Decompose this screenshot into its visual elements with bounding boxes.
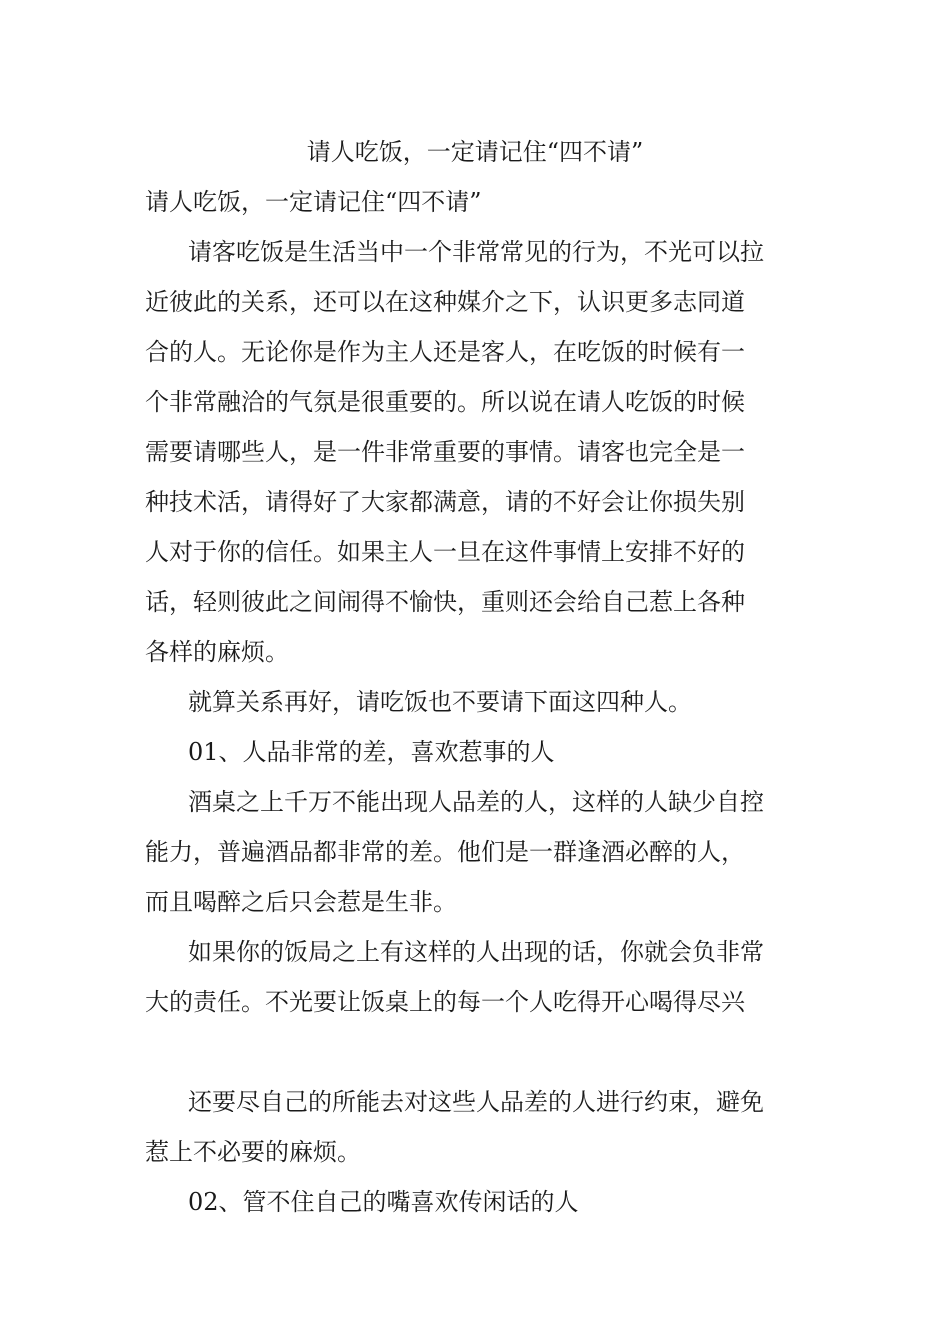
text-line: 人对于你的信任。如果主人一旦在这件事情上安排不好的 — [145, 538, 745, 566]
text-line: 种技术活，请得好了大家都满意，请的不好会让你损失别 — [145, 488, 745, 516]
text-line: 合的人。无论你是作为主人还是客人，在吃饭的时候有一 — [145, 338, 745, 366]
text-line: 而且喝醉之后只会惹是生非。 — [145, 888, 457, 916]
text-line: 各样的麻烦。 — [145, 638, 289, 666]
section-heading: 02、管不住自己的嘴喜欢传闲话的人 — [188, 1188, 579, 1216]
text-line: 大的责任。不光要让饭桌上的每一个人吃得开心喝得尽兴 — [145, 988, 745, 1016]
text-line: 近彼此的关系，还可以在这种媒介之下，认识更多志同道 — [145, 288, 745, 316]
document-subtitle: 请人吃饭，一定请记住“四不请” — [145, 188, 482, 216]
text-line: 需要请哪些人，是一件非常重要的事情。请客也完全是一 — [145, 438, 745, 466]
text-line: 如果你的饭局之上有这样的人出现的话，你就会负非常 — [188, 938, 764, 966]
document-title: 请人吃饭，一定请记住“四不请” — [306, 138, 644, 166]
text-line: 就算关系再好，请吃饭也不要请下面这四种人。 — [188, 688, 692, 716]
text-line: 惹上不必要的麻烦。 — [145, 1138, 361, 1166]
text-line: 话，轻则彼此之间闹得不愉快，重则还会给自己惹上各种 — [145, 588, 745, 616]
text-line: 请客吃饭是生活当中一个非常常见的行为，不光可以拉 — [188, 238, 764, 266]
section-heading: 01、人品非常的差，喜欢惹事的人 — [188, 738, 555, 766]
text-line: 酒桌之上千万不能出现人品差的人，这样的人缺少自控 — [188, 788, 764, 816]
text-line: 还要尽自己的所能去对这些人品差的人进行约束，避免 — [188, 1088, 764, 1116]
text-line: 个非常融洽的气氛是很重要的。所以说在请人吃饭的时候 — [145, 388, 745, 416]
text-line: 能力，普遍酒品都非常的差。他们是一群逢酒必醉的人， — [145, 838, 745, 866]
